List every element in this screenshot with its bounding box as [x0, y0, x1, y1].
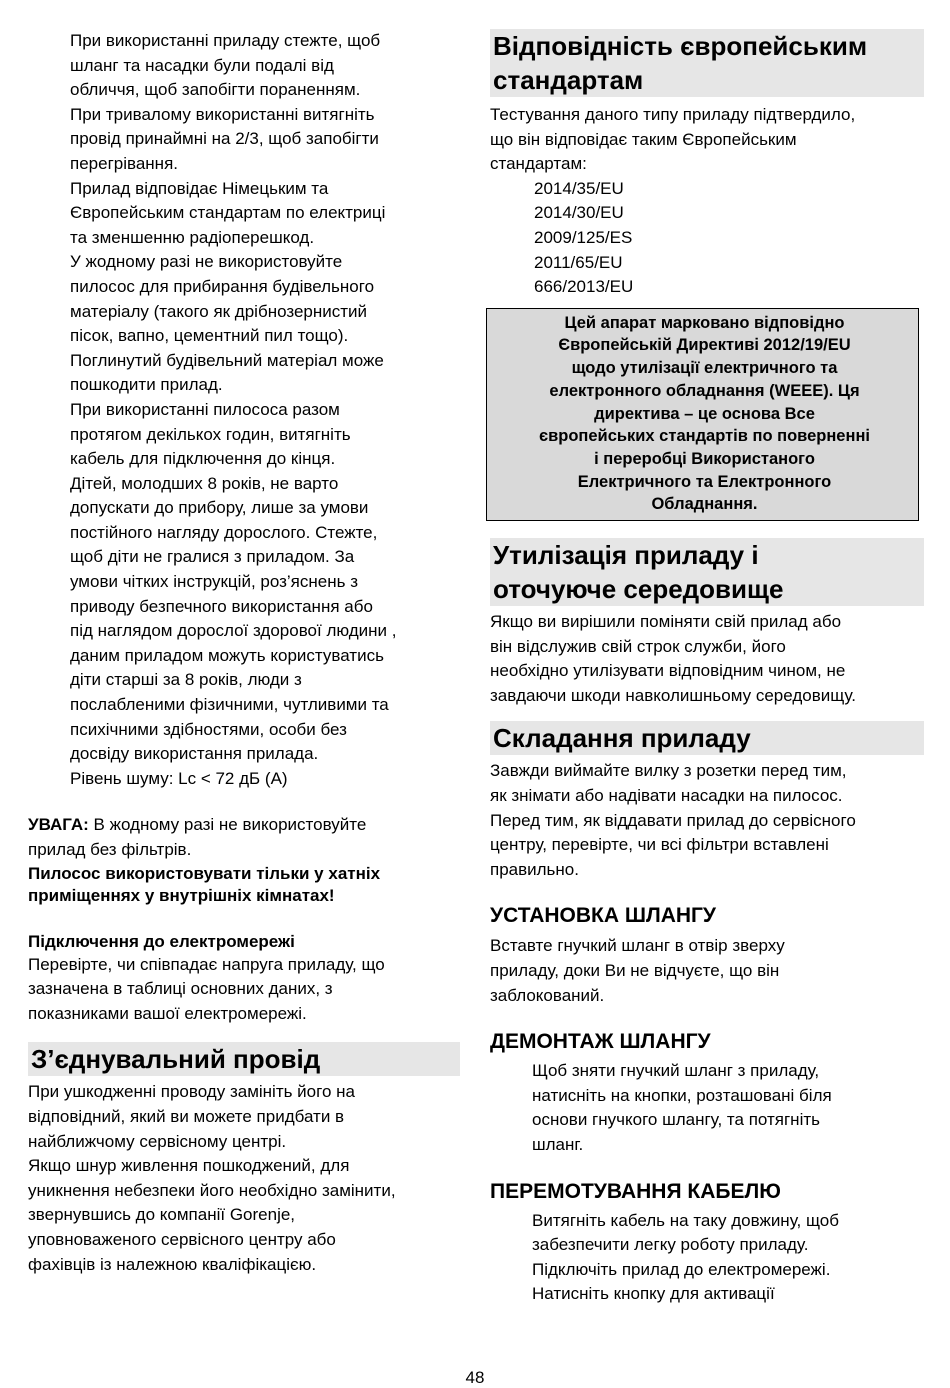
safety-line: постійного нагляду дорослого. Стежте,	[70, 522, 378, 542]
safety-line: провід принаймні на 2/3, щоб запобігти	[70, 129, 379, 149]
safety-line: У жодному разі не використовуйте	[70, 252, 343, 272]
eu-intro-line: що він відповідає таким Європейським	[490, 129, 797, 149]
weee-line: Обладнання.	[651, 495, 758, 514]
disposal-heading	[490, 538, 924, 606]
weee-notice-text	[493, 312, 912, 516]
safety-line: При використанні приладу стежте, щоб	[70, 31, 381, 50]
eu-standards-heading	[490, 29, 924, 97]
eu-intro-text	[490, 103, 924, 177]
hose-remove-text	[490, 1059, 924, 1157]
right-column	[490, 0, 924, 1307]
indoor-use-line-2: приміщеннях у внутрішніх кімнатах!	[28, 885, 335, 905]
hose-install-line: заблокований.	[490, 985, 605, 1005]
standard-code: 666/2013/EU	[534, 277, 634, 297]
left-column	[28, 0, 460, 1277]
hose-remove-line: натисніть на кнопки, розташовані біля	[532, 1085, 832, 1105]
hose-install-heading: УСТАНОВКА ШЛАНГУ	[490, 904, 716, 928]
safety-line: перегрівання.	[70, 153, 179, 173]
hose-remove-line: шланг.	[532, 1134, 584, 1154]
disposal-heading-line-1: Утилізація приладу і	[493, 540, 759, 571]
standard-code: 2009/125/ES	[534, 227, 633, 247]
cord-line: звернувшись до компанії Gorenje,	[28, 1205, 296, 1225]
assembly-line: Завжди виймайте вилку з розетки перед тим,	[490, 761, 847, 781]
standards-list	[490, 177, 924, 300]
cord-line: найближчому сервісному центрі.	[28, 1131, 287, 1151]
cord-line: відповідний, який ви можете придбати в	[28, 1106, 345, 1126]
safety-line: щоб діти не гралися з приладом. За	[70, 547, 355, 567]
weee-line: Електричного та Електронного	[577, 472, 832, 491]
safety-line: Європейським стандартам по електриці	[70, 203, 386, 223]
warning-paragraph	[28, 813, 460, 838]
hose-remove-line: основи гнучкого шлангу, та потягніть	[532, 1110, 820, 1130]
safety-line: матеріалу (такого як дрібнозернистий	[70, 301, 368, 321]
disposal-line: необхідно утилізувати відповідним чином, не	[490, 661, 846, 681]
hose-install-line: Вставте гнучкий шланг в отвір зверху	[490, 936, 785, 956]
page-number: 48	[465, 1368, 485, 1387]
weee-line: директива – це основа Все	[594, 404, 815, 423]
disposal-line: завдаючи шкоди навколишньому середовищу.	[490, 685, 856, 705]
safety-line: пошкодити прилад.	[70, 375, 223, 395]
cord-line: уникнення небезпеки його необхідно замінити,	[28, 1180, 396, 1200]
cord-line: фахівців із належною кваліфікацією.	[28, 1254, 317, 1274]
safety-line: допускати до прибору, лише за умови	[70, 498, 369, 518]
assembly-line: правильно.	[490, 859, 579, 879]
cord-line: Якщо шнур живлення пошкоджений, для	[28, 1156, 350, 1176]
cord-heading: З’єднувальний провід	[28, 1042, 460, 1076]
eu-heading-line-1: Відповідність європейським	[493, 31, 868, 61]
safety-line: Дітей, молодших 8 років, не варто	[70, 473, 339, 493]
assembly-line: як знімати або надівати насадки на пилосос.	[490, 786, 843, 806]
cable-rewind-text	[490, 1209, 924, 1307]
indoor-use-line-1: Пилосос використовувати тільки у хатніх	[28, 863, 381, 883]
cable-rewind-line: Підключіть прилад до електромережі.	[532, 1259, 831, 1279]
disposal-heading-line-2: оточуюче середовище	[493, 574, 784, 605]
warning-text-2: прилад без фільтрів.	[28, 840, 192, 859]
weee-line: Європейській Директиві 2012/19/EU	[558, 336, 851, 355]
safety-line: психічними здібностями, особи без	[70, 719, 347, 739]
safety-line: протягом декількох годин, витягніть	[70, 424, 351, 444]
safety-line: під наглядом дорослої здорової людини ,	[70, 621, 397, 641]
cord-line: уповноваженого сервісного центру або	[28, 1229, 336, 1249]
warning-block	[28, 813, 460, 906]
hose-install-text	[490, 934, 924, 1008]
assembly-heading: Складання приладу	[490, 721, 924, 755]
safety-line: даним приладом можуть користуватись	[70, 645, 384, 665]
weee-line: європейських стандартів по поверненні	[539, 427, 870, 446]
power-heading: Підключення до електромережі	[28, 931, 295, 951]
safety-line: кабель для підключення до кінця.	[70, 449, 336, 469]
cable-rewind-heading: ПЕРЕМОТУВАННЯ КАБЕЛЮ	[490, 1179, 781, 1203]
safety-line: При тривалому використанні витягніть	[70, 104, 375, 124]
safety-line: Рівень шуму: Lc < 72 дБ (A)	[70, 768, 288, 788]
eu-heading-line-2: стандартам	[493, 65, 644, 95]
weee-notice-box	[486, 308, 919, 521]
power-line: зазначена в таблиці основних даних, з	[28, 979, 333, 999]
standard-code: 2014/35/EU	[534, 178, 624, 198]
warning-label: УВАГА:	[28, 815, 89, 835]
safety-line: діти старші за 8 років, люди з	[70, 670, 302, 690]
cord-text	[28, 1080, 460, 1277]
safety-line: пилосос для прибирання будівельного	[70, 276, 375, 296]
safety-line: послабленими фізичними, чутливими та	[70, 695, 389, 715]
eu-intro-line: стандартам:	[490, 154, 587, 174]
hose-install-line: приладу, доки Ви не відчуєте, що він	[490, 961, 780, 981]
standard-code: 2014/30/EU	[534, 203, 624, 223]
weee-line: Цей апарат марковано відповідно	[564, 313, 845, 332]
cable-rewind-line: забезпечити легку роботу приладу.	[532, 1235, 809, 1255]
power-block	[28, 931, 460, 1027]
hose-remove-line: Щоб зняти гнучкий шланг з приладу,	[532, 1061, 820, 1081]
safety-line: Поглинутий будівельний матеріал може	[70, 350, 384, 370]
safety-line: досвіду використання прилада.	[70, 744, 319, 764]
cable-rewind-line: Натисніть кнопку для активації	[532, 1284, 775, 1304]
assembly-text	[490, 759, 924, 882]
power-line: Перевірте, чи співпадає напруга приладу, що	[28, 954, 385, 974]
weee-line: електронного обладнання (WEEE). Ця	[549, 381, 860, 400]
disposal-line: він відслужив свій строк служби, його	[490, 636, 786, 656]
standard-code: 2011/65/EU	[534, 252, 623, 272]
assembly-line: Перед тим, як віддавати прилад до сервісного	[490, 810, 856, 830]
disposal-line: Якщо ви вирішили поміняти свій прилад або	[490, 612, 842, 632]
safety-line: обличчя, щоб запобігти пораненням.	[70, 80, 361, 100]
hose-remove-heading: ДЕМОНТАЖ ШЛАНГУ	[490, 1030, 711, 1054]
cable-rewind-line: Витягніть кабель на таку довжину, щоб	[532, 1210, 839, 1230]
safety-line: При використанні пилососа разом	[70, 399, 340, 419]
safety-line: пісок, вапно, цементний пил тощо).	[70, 326, 349, 346]
eu-intro-line: Тестування даного типу приладу підтвердило,	[490, 105, 856, 124]
safety-line: та зменшенню радіоперешкод.	[70, 227, 315, 247]
weee-line: і переробці Використаного	[594, 449, 815, 468]
safety-line: Прилад відповідає Німецьким та	[70, 178, 329, 198]
power-text	[28, 953, 460, 1027]
assembly-line: центру, перевірте, чи всі фільтри вставлені	[490, 835, 829, 855]
warning-text: В жодному разі не використовуйте	[88, 815, 367, 835]
weee-line: щодо утилізації електричного та	[571, 359, 838, 378]
safety-line: приводу безпечного використання або	[70, 596, 373, 616]
safety-instructions	[28, 29, 460, 791]
disposal-text	[490, 610, 924, 708]
power-line: показниками вашої електромережі.	[28, 1003, 307, 1023]
safety-line: шланг та насадки були подалі від	[70, 55, 334, 75]
cord-line: При ушкодженні проводу замініть його на	[28, 1082, 355, 1102]
safety-line: умови чітких інструкцій, роз’яснень з	[70, 572, 358, 592]
